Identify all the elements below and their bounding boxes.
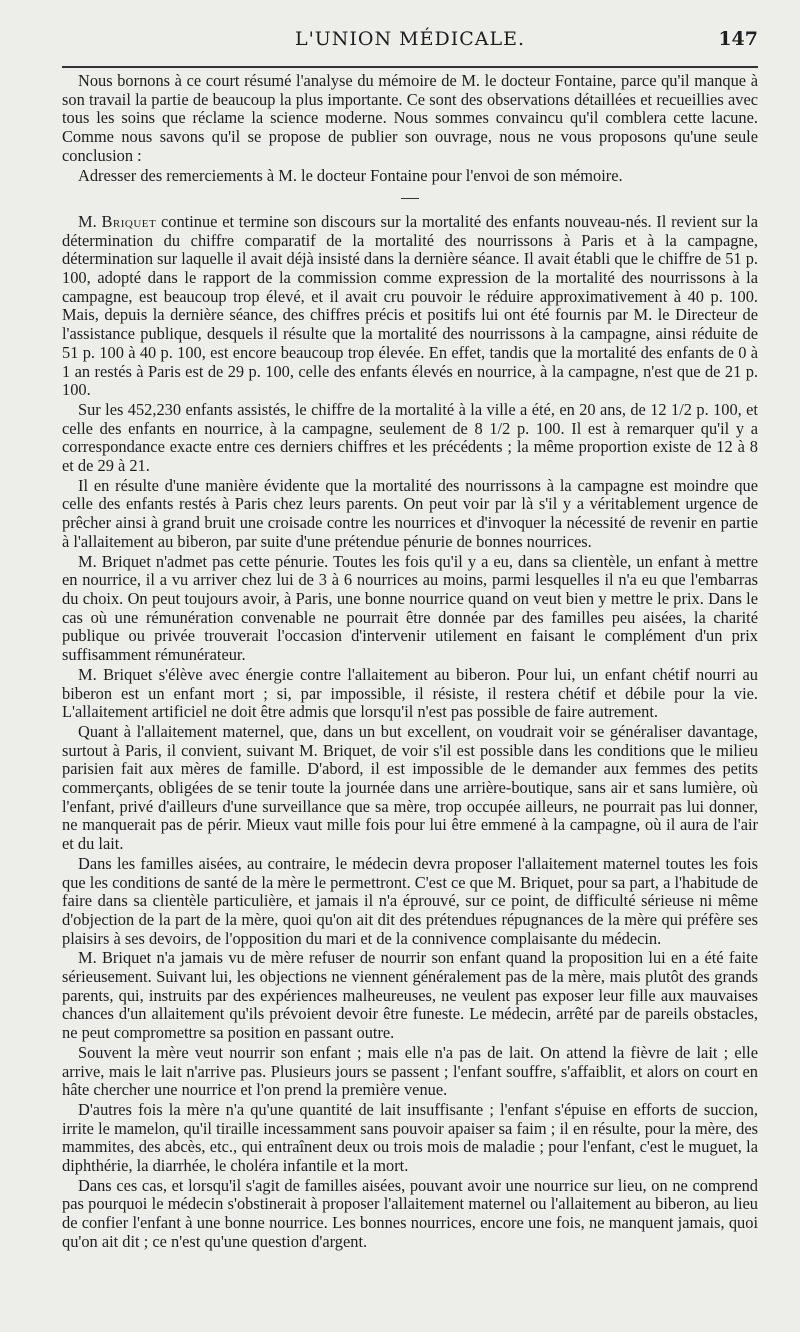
intro-text: continue et termine son discours sur la mortalité des enfants nouveau-nés. Il revient sur la détermination du chiffre comparatif de la mortalité des nourrissons à Paris et à la campagne, détermination sur laquelle il avait déjà insisté dans la dernière séance. Il avait établi que le chiffre de 51 p. 100, adopté dans le rapport de la commission comme expression de la mortalité des nourrissons à la campagne, est beaucoup trop élevé, et il avait cru pouvoir le réduire approximativement à 40 p. 100. Mais, depuis la dernière séance, des chiffres précis et positifs lui ont été fournis par M. le Directeur de l'assistance publique, desquels il résulte que la mortalité des nourrissons à la campagne, ainsi réduite de 51 p. 100 à 40 p. 100, est encore beaucoup trop élevée. En effet, tandis que la mortalité des enfants de 0 à 1 an restés à Paris est de 29 p. 100, celle des enfants élevés en nourrice, à la campagne, n'est que de 21 p. 100.	[62, 211, 758, 400]
section-separator	[62, 188, 758, 207]
paragraph-no-milk: Souvent la mère veut nourrir son enfant ; mais elle n'a pas de lait. On attend la fièvre de lait ; elle arrive, mais le lait n'arrive pas. Plusieurs jours se passent ; l'enfant souffre, s'affaiblit, et alors on court en hâte chercher une nourrice et l'on prend la première venue.	[62, 1042, 758, 1100]
paragraph-nurse-shortage: M. Briquet n'admet pas cette pénurie. Toutes les fois qu'il y a eu, dans sa clientèle, un enfant à mettre en nourrice, il a vu arriver chez lui de 3 à 6 nourrices au moins, parmi lesquelles il n'a eu que l'embarras du choix. On peut toujours avoir, à Paris, une bonne nourrice quand on veut bien y mettre le prix. Dans le cas où une rémunération convenable ne pourrait être donnée par des familles peu aisées, la charité publique ou privée trouverait l'occasion d'intervenir utilement en faisant le complément d'un prix suffisamment rémunérateur.	[62, 551, 758, 665]
paragraph-insufficient-milk: D'autres fois la mère n'a qu'une quantité de lait insuffisante ; l'enfant s'épuise en efforts de succion, irrite le mamelon, qu'il tiraille incessamment sans pouvoir apaiser sa faim ; il en résulte, pour la mère, des mammites, des abcès, etc., qui entraînent deux ou trois mois de maladie ; pour l'enfant, c'est le muguet, la diphthérie, la diarrhée, le choléra infantile et la mort.	[62, 1099, 758, 1176]
paragraph-conclusion: Adresser des remerciements à M. le docteur Fontaine pour l'envoi de son mémoire.	[78, 165, 623, 185]
page-number: 147	[718, 28, 758, 50]
article-body	[62, 72, 758, 1253]
separator-dash	[401, 198, 419, 199]
paragraph-statistics: Sur les 452,230 enfants assistés, le chiffre de la mortalité à la ville a été, en 20 ans, de 12 1/2 p. 100, et celle des enfants en nourrice, à la campagne, seulement de 8 1/2 p. 100. Il est à remarquer qu'il y a correspondance exacte entre ces derniers chiffres et les précédents ; la même proportion existe de 12 à 8 et de 29 à 21.	[62, 399, 758, 476]
page-header	[62, 28, 758, 56]
speaker-name: Briquet	[101, 211, 157, 231]
speaker-prefix: M.	[78, 211, 102, 231]
paragraph-wealthy-families: Dans les familles aisées, au contraire, le médecin devra proposer l'allaitement maternel toutes les fois que les conditions de santé de la mère le permettront. C'est ce que M. Briquet, pour sa part, a l'habitude de faire dans sa clientèle particulière, et jamais il n'a éprouvé, sur ce point, de difficulté sérieuse ni même d'objection de la part de la mère, quoi qu'on ait dit des prétendues répugnances de la mère qui préfère ses plaisirs à ses devoirs, de l'opposition du mari et de la connivence complaisante du médecin.	[62, 853, 758, 948]
paragraph-mortality-conclusion: Il en résulte d'une manière évidente que la mortalité des nourrissons à la campagne est moindre que celle des enfants restés à Paris chez leurs parents. On peut voir par là s'il y a véritablement urgence de prêcher ainsi à grand bruit une croisade contre les nourrices et d'invoquer la nécessité de revenir en partie à l'allaitement au biberon, par suite d'une prétendue pénurie de bonnes nourrices.	[62, 475, 758, 551]
paragraph-bottle-feeding: M. Briquet s'élève avec énergie contre l'allaitement au biberon. Pour lui, un enfant chétif nourri au biberon est un enfant mort ; si, par impossible, il résiste, il restera chétif et débile pour la vie. L'allaitement artificiel ne doit être admis que lorsqu'il n'est pas possible de faire autrement.	[62, 664, 758, 722]
paragraph-maternal-feeding: Quant à l'allaitement maternel, que, dans un but excellent, on voudrait voir se généraliser davantage, surtout à Paris, il convient, suivant M. Briquet, de voir s'il est possible dans les conditions que le milieu parisien fait aux mères de famille. D'abord, il est impossible de le demander aux femmes des petits commerçants, obligées de se tenir toute la journée dans une arrière-boutique, sans air et sans lumière, où l'enfant, privé d'ailleurs d'une surveillance que sa mère, trop occupée ailleurs, ne pourrait pas lui donner, ne manquerait pas de périr. Mieux vaut mille fois pour lui être emmené à la campagne, où il aura de l'air et du lait.	[62, 721, 758, 854]
paragraph-fontaine-review: Nous bornons à ce court résumé l'analyse du mémoire de M. le docteur Fontaine, parce qu'il manque à son travail la partie de beaucoup la plus importante. Ce sont des observations détaillées et recueillies avec tous les soins que réclame la science moderne. Nous sommes convaincu qu'il comblera cette lacune. Comme nous savons qu'il se propose de publier son ouvrage, nous ne vous proposons qu'une seule conclusion :	[62, 71, 758, 165]
running-title: L'UNION MÉDICALE.	[294, 28, 526, 50]
paragraph-mother-refusal: M. Briquet n'a jamais vu de mère refuser de nourrir son enfant quand la proposition lui en a été faite sérieusement. Suivant lui, les objections ne viennent généralement pas de la mère, mais plutôt des grands parents, qui, instruits par des expériences malheureuses, ne veulent pas exposer leur fille aux mauvaises chances d'un allaitement qu'ils prévoient devoir être funeste. Le médecin, arrêté par de pareils obstacles, ne peut compromettre sa position en passant outre.	[62, 948, 758, 1043]
paragraph-wet-nurse: Dans ces cas, et lorsqu'il s'agit de familles aisées, pouvant avoir une nourrice sur lieu, on ne comprend pas pourquoi le médecin s'obstinerait à proposer l'allaitement maternel ou l'allaitement au biberon, au lieu de confier l'enfant à une bonne nourrice. Les bonnes nourrices, encore une fois, ne manquent jamais, quoi qu'on ait dit ; ce n'est qu'une question d'argent.	[62, 1175, 758, 1251]
paragraph-briquet-intro	[62, 213, 758, 400]
header-rule	[62, 66, 758, 68]
